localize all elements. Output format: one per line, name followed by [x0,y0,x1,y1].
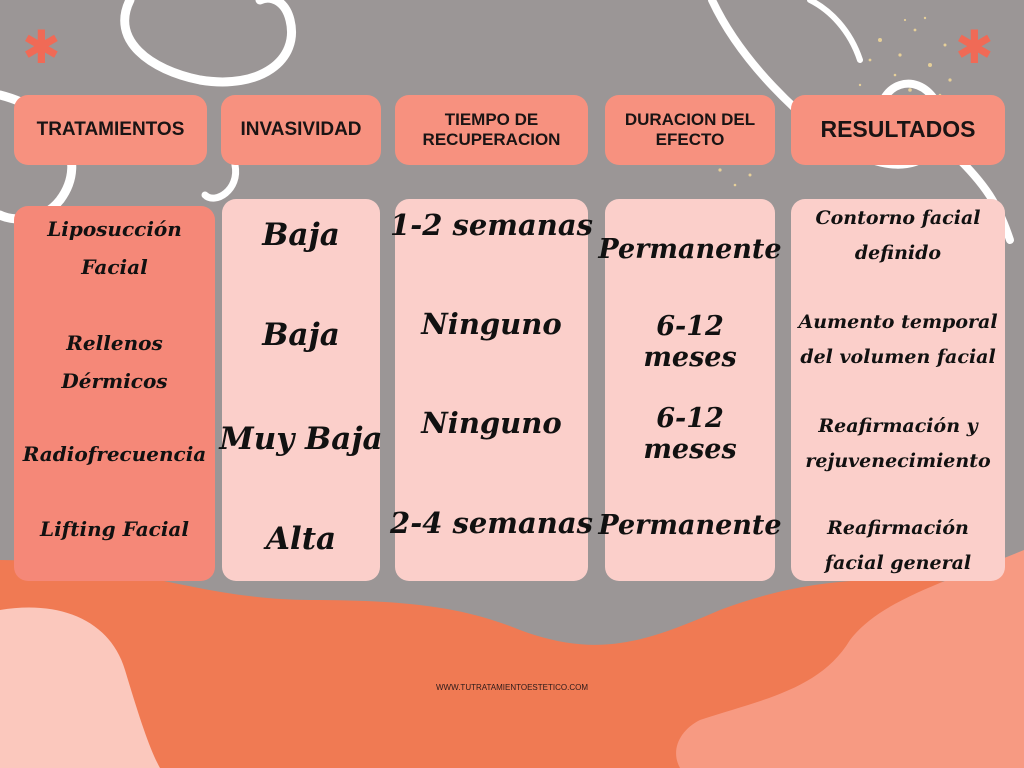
header-tratamientos-label: TRATAMIENTOS [36,118,185,140]
tratamiento-cell [6,434,223,474]
header-tiempo-recuperacion [395,95,588,165]
resultado-line: Aumento temporal [798,310,998,333]
resultado-cell [791,199,1005,273]
column-resultados [791,199,1005,581]
tratamiento-cell [14,509,215,549]
tratamiento-cell [14,208,215,288]
tiempo-cell: 1-2 semanas [390,208,593,242]
asterisk-flower-icon: ✱ [955,20,994,74]
resultado-cell [791,407,1005,481]
invasividad-cell: Baja [262,217,340,253]
header-invasividad [221,95,381,165]
resultado-line: Reafirmación y [818,414,978,437]
footer-website: WWW.TUTRATAMIENTOESTETICO.COM [436,683,588,692]
asterisk-flower-icon: ✱ [22,20,61,74]
duracion-cell: 6-12 meses [643,311,737,373]
resultado-line: facial general [824,552,972,574]
resultado-line: definido [854,242,942,264]
resultado-line: rejuvenecimiento [805,450,991,472]
header-duracion-line2: EFECTO [655,130,725,149]
header-tiempo-line2: RECUPERACION [422,130,561,149]
header-duracion-efecto [605,95,775,165]
tratamiento-line: Rellenos [66,331,163,355]
resultado-cell [783,303,1013,377]
tratamiento-line: Dérmicos [61,369,168,393]
tratamiento-line: Facial [81,255,148,279]
tratamiento-line: Liposucción [47,217,182,241]
header-resultados [791,95,1005,165]
header-tiempo-line1: TIEMPO DE [444,109,539,129]
duracion-cell: Permanente [598,509,782,541]
invasividad-cell: Muy Baja [219,421,383,457]
tiempo-cell: 2-4 semanas [390,506,593,540]
header-tratamientos [14,95,207,165]
resultado-cell [791,509,1005,583]
duracion-cell: 6-12 meses [643,403,737,465]
tiempo-cell: Ninguno [421,406,562,440]
header-resultados-label: RESULTADOS [820,116,976,143]
tratamiento-line: Radiofrecuencia [22,442,207,466]
header-duracion-line1: DURACION DEL [624,109,756,129]
resultado-line: Contorno facial [815,206,981,229]
column-tiempo-recuperacion [390,199,593,581]
tiempo-cell: Ninguno [421,307,562,341]
duracion-cell: Permanente [598,233,782,265]
tratamiento-cell [14,322,215,402]
column-tratamientos [14,206,215,581]
column-invasividad [219,199,383,581]
invasividad-cell: Alta [265,521,337,557]
tratamiento-line: Lifting Facial [40,517,189,541]
resultado-line: Reafirmación [827,516,969,539]
invasividad-cell: Baja [262,317,340,353]
column-duracion-efecto [598,199,782,581]
resultado-line: del volumen facial [800,346,996,368]
header-invasividad-label: INVASIVIDAD [240,118,362,140]
